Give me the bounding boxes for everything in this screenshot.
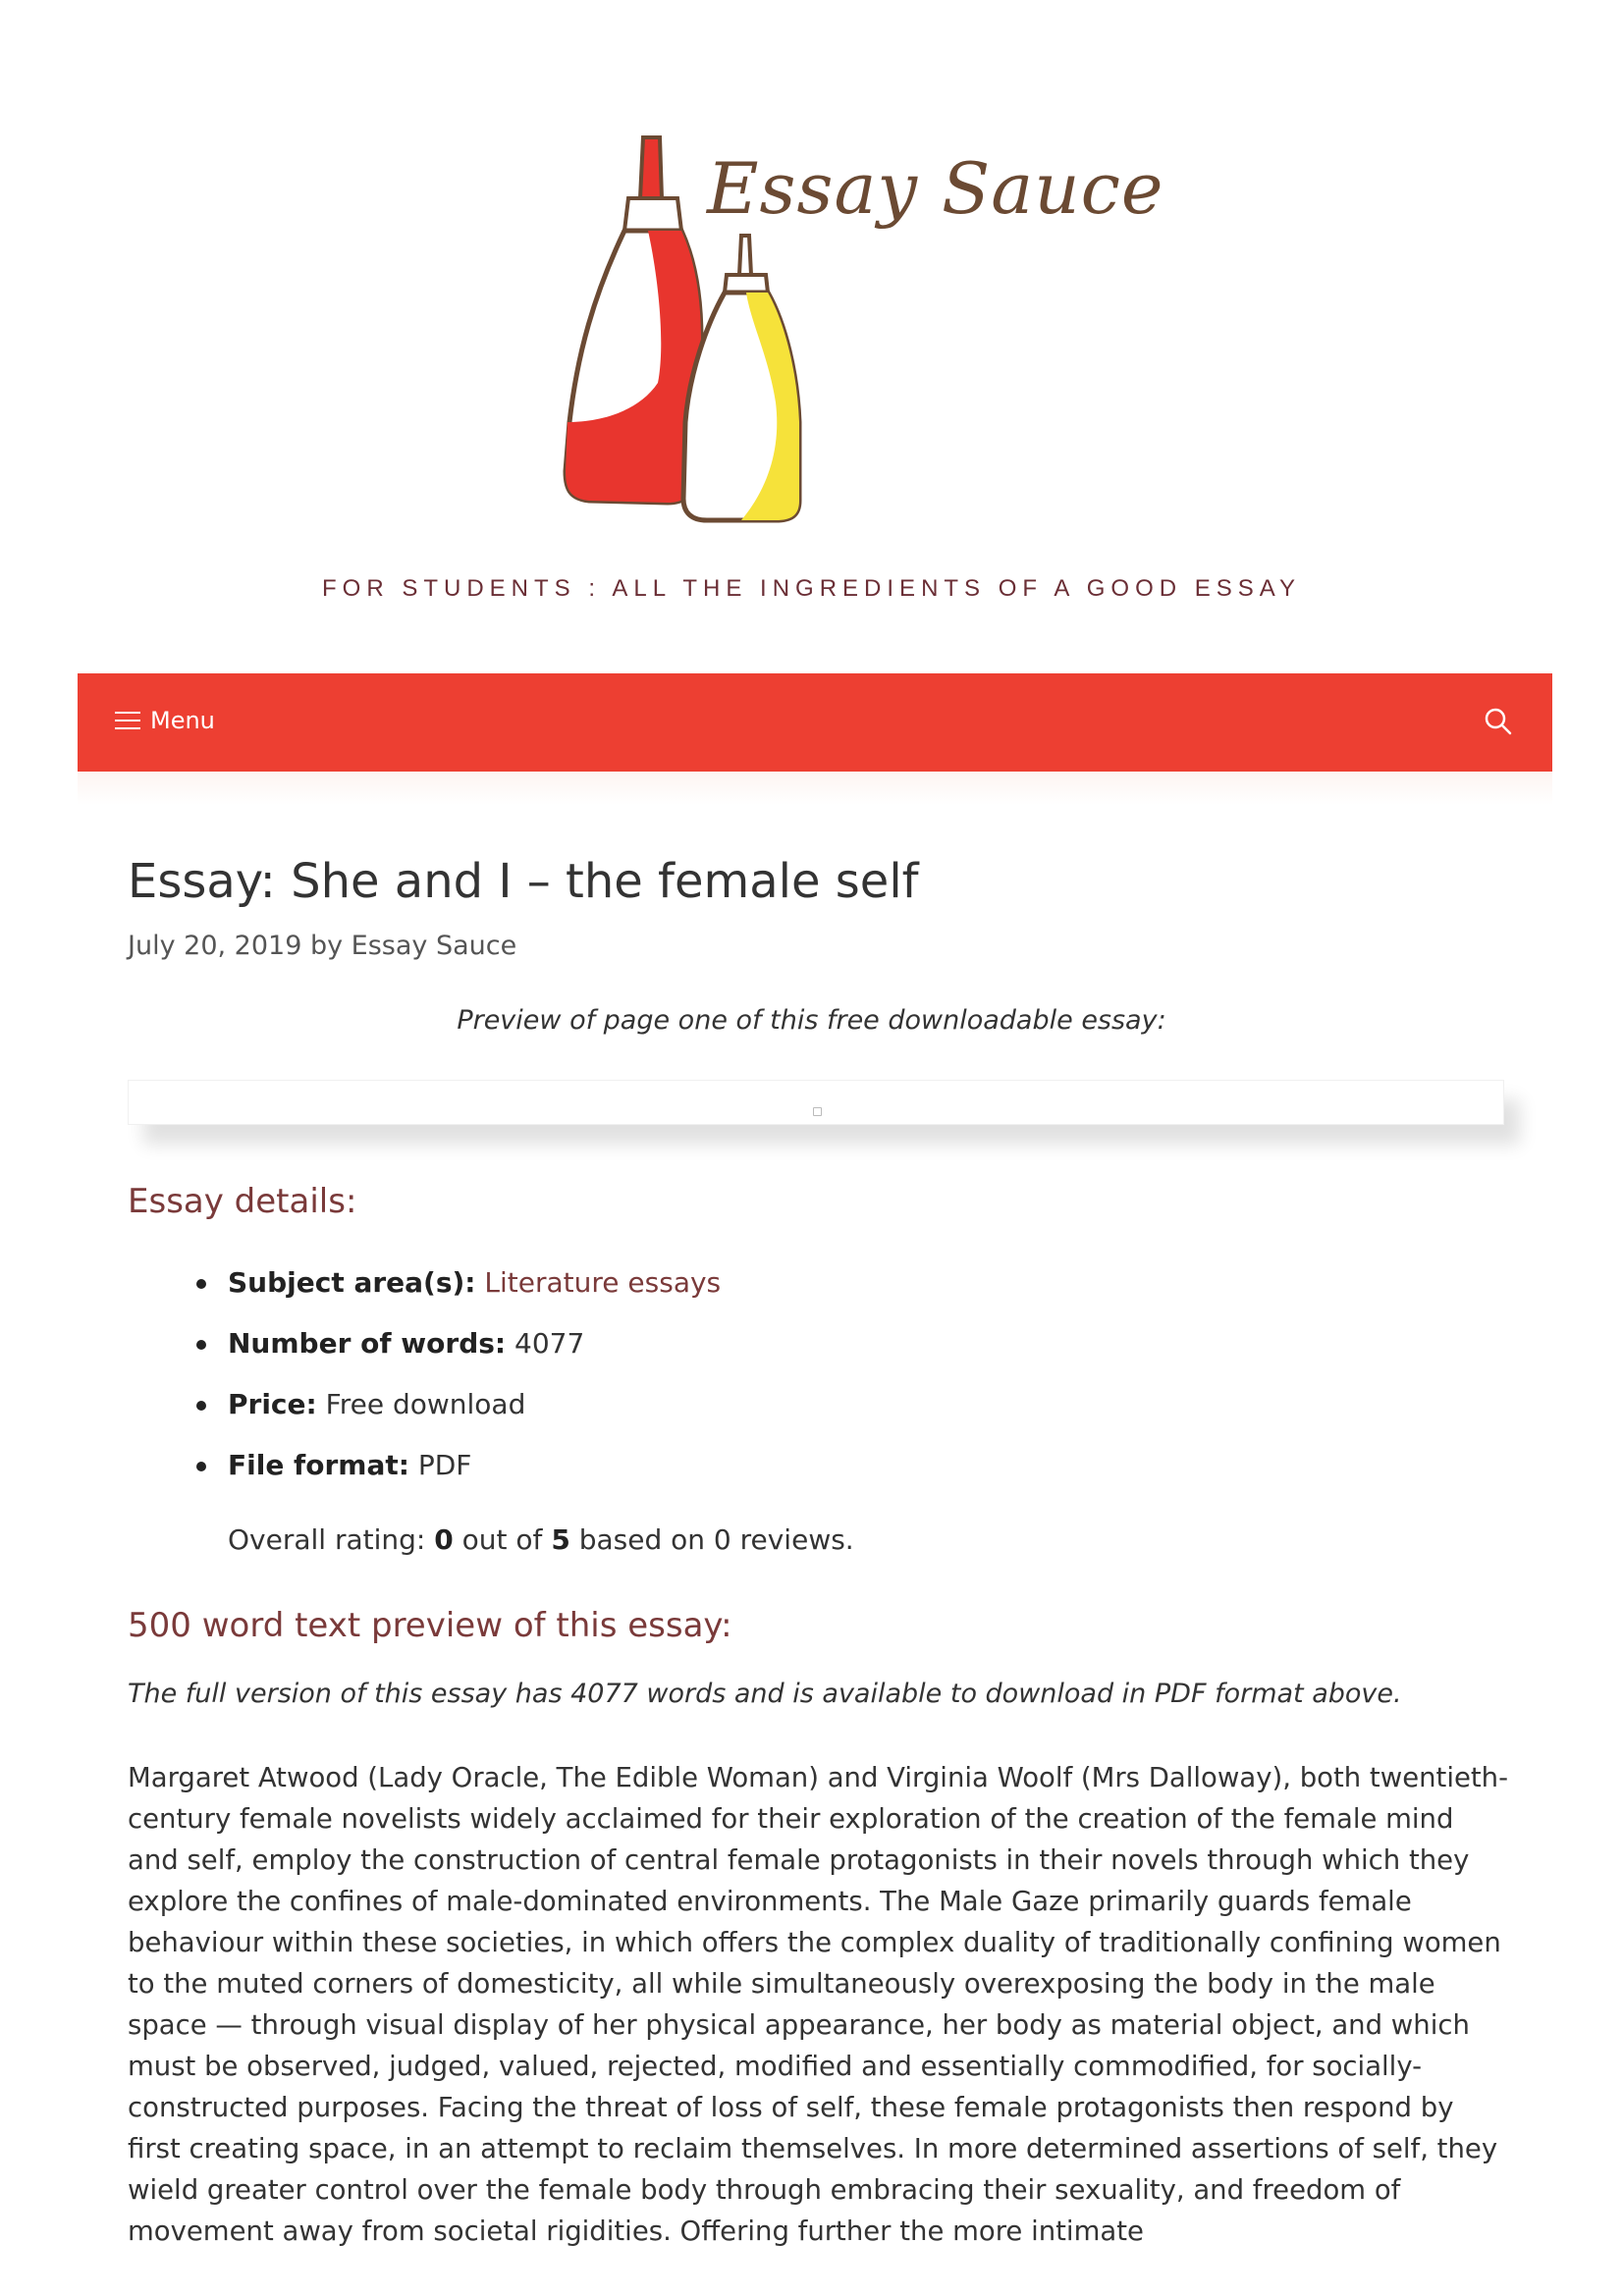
detail-label: Price:: [228, 1388, 317, 1420]
detail-words: [196, 1327, 721, 1388]
preview-note: Preview of page one of this free downloadable essay:: [457, 1005, 1166, 1036]
detail-label: File format:: [228, 1449, 409, 1481]
full-version-note: The full version of this essay has 4077 words and is available to download in PDF format above.: [128, 1679, 1402, 1709]
detail-value: Free download: [325, 1388, 526, 1420]
essay-preview-frame[interactable]: [128, 1080, 1504, 1125]
site-logo[interactable]: [550, 128, 1164, 540]
detail-label: Number of words:: [228, 1327, 507, 1360]
page-title: Essay: She and I – the female self: [128, 854, 919, 909]
essay-details-list: [196, 1266, 721, 1510]
hamburger-icon: [115, 712, 140, 729]
loading-indicator: [813, 1107, 822, 1116]
rating-max: 5: [551, 1523, 570, 1556]
detail-format: [196, 1449, 721, 1510]
post-meta: July 20, 2019 by Essay Sauce: [128, 931, 517, 961]
essay-details-heading: Essay details:: [128, 1182, 357, 1221]
detail-label: Subject area(s):: [228, 1266, 476, 1299]
site-tagline: FOR STUDENTS : ALL THE INGREDIENTS OF A GOOD ESSAY: [321, 575, 1302, 602]
detail-subject: [196, 1266, 721, 1327]
logo-text: Essay Sauce: [707, 147, 1164, 230]
menu-button[interactable]: [115, 707, 215, 734]
main-navigation: [78, 673, 1552, 772]
rating-prefix: Overall rating:: [228, 1523, 426, 1556]
detail-value: 4077: [514, 1327, 585, 1360]
nav-shadow: [78, 772, 1552, 805]
detail-price: [196, 1388, 721, 1449]
menu-label: Menu: [150, 707, 215, 734]
rating-score: 0: [434, 1523, 454, 1556]
text-preview-heading: 500 word text preview of this essay:: [128, 1606, 732, 1645]
search-icon[interactable]: [1484, 707, 1513, 736]
essay-body-text: Margaret Atwood (Lady Oracle, The Edible Woman) and Virginia Woolf (Mrs Dalloway), both twentieth-century female novelists widely acclaimed for their exploration of the creation of the female mind and self, employ the construction of central female protagonists in their novels through which they explore the confines of male-dominated environments. The Male Gaze primarily guards female behaviour within these societies, in which offers the complex duality of traditionally confining women to the muted corners of domesticity, all while simultaneously overexposing the body in the male space — through visual display of her physical appearance, her body as material object, and which must be observed, judged, valued, rejected, modified and essentially commodified, for socially-constructed purposes. Facing the threat of loss of self, these female protagonists then respond by first creating space, in an attempt to reclaim themselves. In more determined assertions of self, they wield greater control over the female body through embracing their sexuality, and freedom of movement away from societal rigidities. Offering further the more intimate: [128, 1762, 1509, 2247]
overall-rating: [228, 1523, 854, 1556]
detail-value: PDF: [417, 1449, 472, 1481]
subject-link[interactable]: Literature essays: [484, 1266, 722, 1299]
rating-suffix: based on 0 reviews.: [578, 1523, 854, 1556]
rating-mid: out of: [461, 1523, 543, 1556]
